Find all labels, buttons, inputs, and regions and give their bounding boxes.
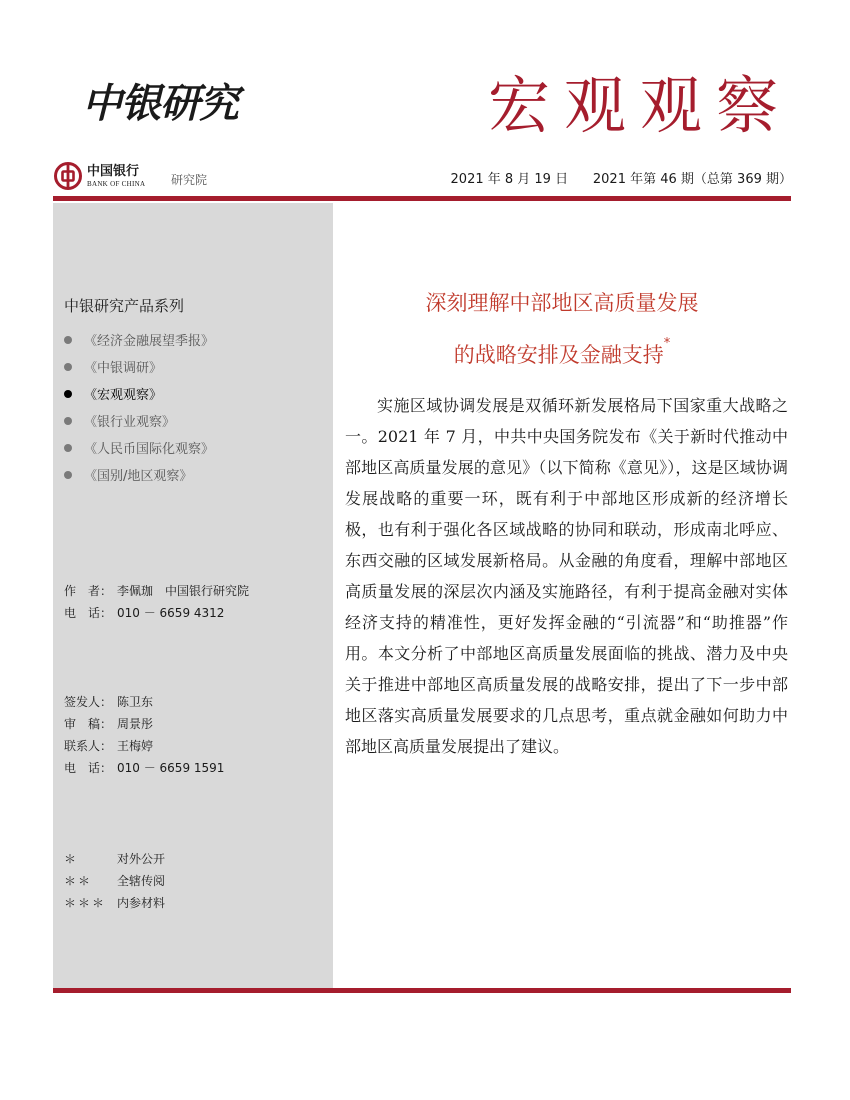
- article-title-line2: 的战略安排及金融支持*: [453, 336, 671, 367]
- series-item[interactable]: 《中银调研》: [64, 353, 214, 380]
- top-divider: [53, 196, 791, 201]
- article-abstract: 实施区域协调发展是双循环新发展格局下国家重大战略之一。2021 年 7 月，中共中央国务院发布《关于新时代推动中部地区高质量发展的意见》（以下简称《意见》），这是区域协调发展战略的重要一环，既有利于中部地区形成新的经济增长极，也有利于强化各区域战略的协同和联动，形成南北呼应、东西交融的区域发展新格局。从金融的角度看，理解中部地区高质量发展的深层次内涵及实施路径，有利于提高金融对实体经济支持的精准性，更好发挥金融的“引流器”和“助推器”作用。本文分析了中部地区高质量发展面临的挑战、潜力及中央关于推进中部地区高质量发展的战略安排，提出了下一步中部地区落实高质量发展要求的几点思考，重点就金融如何助力中部地区高质量发展提出了建议。: [345, 396, 788, 756]
- bullet-icon: [64, 336, 72, 344]
- bank-name-en: BANK OF CHINA: [87, 179, 146, 188]
- reviewer-label: 审 稿：: [64, 717, 113, 731]
- contact-phone-label: 电 话：: [64, 761, 113, 775]
- publish-date: 2021 年 8 月 19 日: [450, 172, 569, 187]
- author-phone-value: 010 － 6659 4312: [117, 606, 225, 620]
- series-item[interactable]: 《国别/地区观察》: [64, 461, 214, 488]
- contact-phone-value: 010 － 6659 1591: [117, 761, 225, 775]
- date-issue-line: [451, 168, 792, 187]
- level-stars: ＊: [64, 852, 79, 866]
- report-series-title: 宏观观察: [487, 69, 792, 142]
- bullet-icon: [64, 471, 72, 479]
- series-item[interactable]: 《人民币国际化观察》: [64, 434, 214, 461]
- article-title-line1: 深刻理解中部地区高质量发展: [425, 291, 699, 315]
- author-value: 李佩珈 中国银行研究院: [117, 584, 250, 598]
- bullet-icon: [64, 363, 72, 371]
- reviewer-value: 周景彤: [117, 717, 154, 731]
- contact-value: 王梅婷: [117, 739, 154, 753]
- level-label: 对外公开: [117, 852, 166, 866]
- bullet-icon: [64, 417, 72, 425]
- footnote-mark: *: [663, 336, 671, 351]
- product-series-heading: 中银研究产品系列: [64, 297, 185, 315]
- product-series-list: [64, 326, 214, 488]
- level-label: 内参材料: [117, 896, 166, 910]
- series-item[interactable]: 《经济金融展望季报》: [64, 326, 214, 353]
- issue-number: 2021 年第 46 期（总第 369 期）: [592, 172, 792, 187]
- level-label: 全辖传阅: [117, 874, 166, 888]
- level-stars: ＊＊＊: [64, 896, 107, 910]
- contact-label: 联系人：: [64, 739, 113, 753]
- author-phone-label: 电 话：: [64, 606, 113, 620]
- level-stars: ＊＊: [64, 874, 93, 888]
- institute-label: 研究院: [171, 173, 208, 187]
- author-info: [64, 582, 249, 626]
- series-item-active[interactable]: 《宏观观察》: [64, 380, 214, 407]
- contact-info: [64, 693, 224, 781]
- bank-of-china-logo: [54, 162, 145, 190]
- signer-label: 签发人：: [64, 695, 113, 709]
- bullet-icon: [64, 390, 72, 398]
- bullet-icon: [64, 444, 72, 452]
- brand-logo-text: 中银研究: [82, 80, 238, 127]
- series-item[interactable]: 《银行业观察》: [64, 407, 214, 434]
- bank-name-cn: 中国银行: [87, 163, 140, 179]
- bottom-divider: [53, 988, 791, 993]
- boc-emblem-icon: [54, 162, 82, 190]
- author-label: 作 者：: [64, 584, 113, 598]
- signer-value: 陈卫东: [117, 695, 154, 709]
- distribution-levels: [64, 850, 165, 916]
